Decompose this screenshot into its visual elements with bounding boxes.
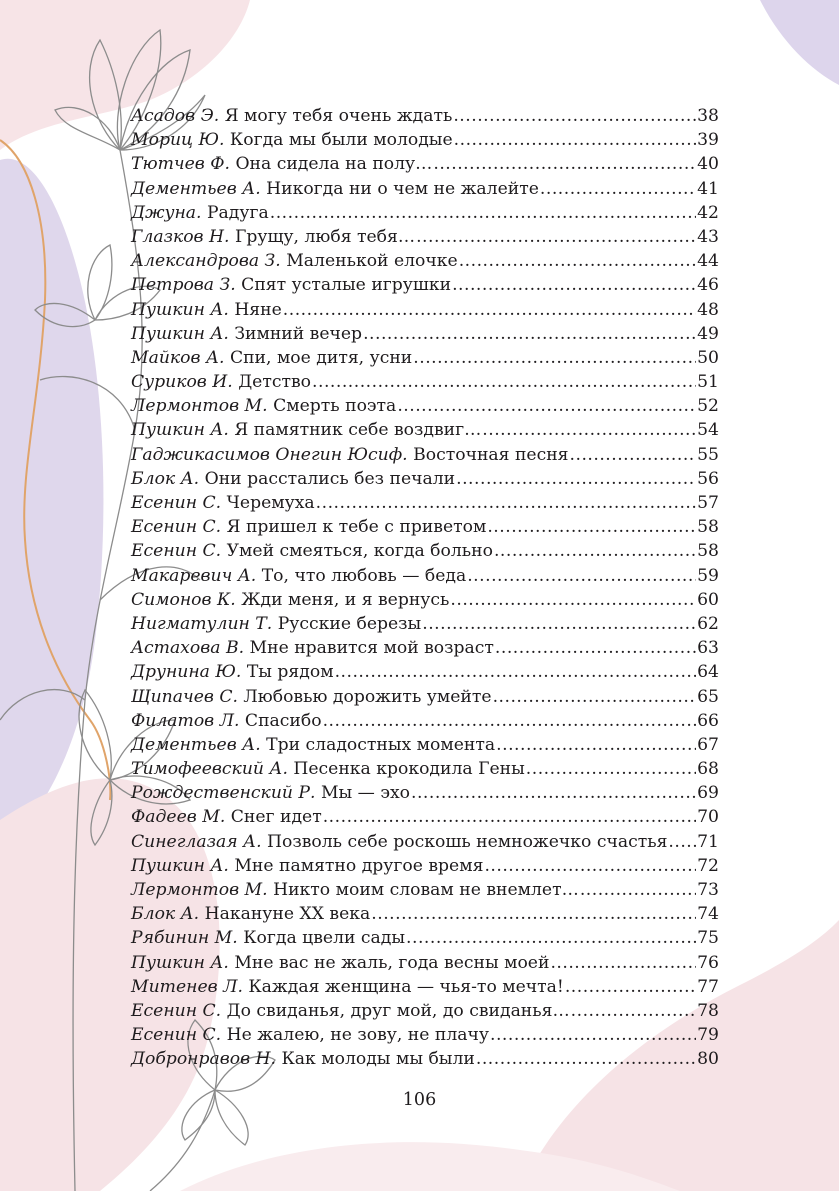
toc-dot-leader bbox=[570, 443, 697, 467]
toc-page-number: 79 bbox=[697, 1025, 719, 1046]
toc-dot-leader bbox=[496, 733, 696, 757]
toc-page-number: 64 bbox=[697, 662, 719, 683]
toc-page-number: 77 bbox=[697, 976, 719, 997]
toc-author: Тютчев Ф. bbox=[131, 154, 230, 175]
toc-page-number: 67 bbox=[697, 734, 719, 755]
toc-entry bbox=[131, 709, 719, 733]
toc-title: Зимний вечер bbox=[234, 323, 363, 344]
toc-page-number: 68 bbox=[697, 759, 719, 780]
toc-entry bbox=[131, 805, 719, 829]
toc-page-number: 43 bbox=[697, 226, 719, 247]
toc-dot-leader bbox=[494, 539, 696, 563]
toc-title: Они расстались без печали bbox=[204, 468, 456, 489]
toc-dot-leader bbox=[453, 104, 696, 128]
toc-page-number: 72 bbox=[697, 855, 719, 876]
toc-page-number: 66 bbox=[697, 710, 719, 731]
toc-title: Снег идет bbox=[230, 807, 322, 828]
toc-author: Гаджикасимов Онегин Юсиф. bbox=[131, 444, 408, 465]
toc-title: Черемуха bbox=[226, 493, 315, 513]
toc-dot-leader bbox=[484, 854, 696, 878]
toc-entry bbox=[131, 322, 719, 346]
toc-entry bbox=[131, 975, 719, 999]
toc-title: Грущу, любя тебя… bbox=[234, 226, 416, 247]
toc-author: Глазков Н. bbox=[131, 226, 230, 247]
toc-dot-leader bbox=[454, 128, 696, 152]
toc-author: Дементьев А. bbox=[131, 178, 261, 199]
toc-author: Джуна. bbox=[131, 202, 202, 223]
toc-title: Не жалею, не зову, не плачу bbox=[226, 1025, 489, 1046]
toc-dot-leader bbox=[411, 781, 696, 805]
toc-title: Любовью дорожить умейте bbox=[243, 686, 492, 707]
toc-page-number: 65 bbox=[697, 686, 719, 707]
toc-author: Астахова В. bbox=[131, 638, 245, 659]
toc-page-number: 80 bbox=[697, 1049, 719, 1070]
toc-dot-leader bbox=[270, 201, 696, 225]
toc-author: Синеглазая А. bbox=[131, 831, 262, 852]
toc-dot-leader bbox=[371, 902, 696, 926]
toc-dot-leader bbox=[413, 346, 696, 370]
toc-author: Александрова З. bbox=[131, 251, 281, 272]
toc-title: Мне нравится мой возраст bbox=[249, 638, 494, 659]
toc-entry bbox=[131, 685, 719, 709]
toc-author: Митенев Л. bbox=[131, 976, 243, 997]
toc-entry bbox=[131, 1047, 719, 1071]
toc-entry bbox=[131, 781, 719, 805]
toc-title: Три сладостных момента bbox=[266, 734, 496, 755]
toc-author: Друнина Ю. bbox=[131, 662, 242, 683]
toc-entry bbox=[131, 612, 719, 636]
toc-title: Позволь себе роскошь немножечко счастья bbox=[267, 831, 668, 852]
toc-page-number: 74 bbox=[697, 904, 719, 925]
toc-entry bbox=[131, 491, 719, 515]
toc-author: Пушкин А. bbox=[131, 855, 229, 876]
toc-entry bbox=[131, 660, 719, 684]
toc-dot-leader bbox=[406, 926, 696, 950]
toc-entry bbox=[131, 152, 719, 176]
toc-entry bbox=[131, 733, 719, 757]
toc-entry bbox=[131, 467, 719, 491]
toc-dot-leader bbox=[456, 467, 696, 491]
toc-title: Каждая женщина — чья-то мечта! bbox=[248, 976, 564, 997]
toc-title: Накануне XX века bbox=[204, 904, 371, 925]
toc-author: Лермонтов М. bbox=[131, 880, 268, 900]
toc-dot-leader bbox=[487, 515, 696, 539]
toc-page-number: 63 bbox=[697, 638, 719, 659]
toc-dot-leader bbox=[540, 177, 696, 201]
toc-entry bbox=[131, 177, 719, 201]
toc-title: Смерть поэта bbox=[273, 396, 397, 417]
toc-page-number: 41 bbox=[697, 178, 719, 199]
toc-author: Рождественский Р. bbox=[131, 783, 316, 804]
toc-title: Мы — эхо bbox=[320, 783, 410, 804]
toc-title: Я могу тебя очень ждать bbox=[224, 106, 453, 126]
page-number: 106 bbox=[402, 1090, 437, 1110]
toc-title: Спасибо bbox=[244, 710, 322, 731]
toc-dot-leader bbox=[397, 394, 696, 418]
toc-entry bbox=[131, 588, 719, 612]
toc-title: Мне вас не жаль, года весны моей bbox=[234, 952, 550, 973]
toc-title: Радуга bbox=[206, 202, 269, 223]
toc-dot-leader bbox=[526, 757, 696, 781]
toc-title: Никогда ни о чем не жалейте bbox=[266, 178, 539, 199]
toc-dot-leader bbox=[335, 660, 697, 684]
toc-page-number: 73 bbox=[697, 880, 719, 900]
toc-dot-leader bbox=[565, 975, 696, 999]
toc-dot-leader bbox=[467, 564, 696, 588]
toc-author: Пушкин А. bbox=[131, 299, 229, 320]
toc-page-number: 58 bbox=[697, 517, 719, 538]
toc-entry bbox=[131, 1023, 719, 1047]
toc-title: Спят усталые игрушки bbox=[241, 275, 452, 296]
toc-entry bbox=[131, 539, 719, 563]
toc-author: Есенин С. bbox=[131, 541, 222, 562]
toc-author: Асадов Э. bbox=[131, 106, 220, 126]
toc-author: Дементьев А. bbox=[131, 734, 261, 755]
toc-dot-leader bbox=[323, 805, 696, 829]
lavender-blob-left bbox=[0, 159, 103, 855]
toc-page-number: 71 bbox=[697, 831, 719, 852]
toc-dot-leader bbox=[316, 491, 696, 515]
toc-page-number: 40 bbox=[697, 154, 719, 175]
toc-dot-leader bbox=[422, 612, 696, 636]
toc-entry bbox=[131, 370, 719, 394]
toc-dot-leader bbox=[416, 225, 696, 249]
toc-entry bbox=[131, 418, 719, 442]
toc-dot-leader bbox=[490, 1023, 696, 1047]
toc-page-number: 38 bbox=[697, 106, 719, 126]
toc-entry bbox=[131, 346, 719, 370]
toc-dot-leader bbox=[452, 273, 696, 297]
toc-title: Русские березы bbox=[277, 613, 422, 634]
toc-title: Няне bbox=[234, 299, 282, 320]
toc-entry bbox=[131, 564, 719, 588]
toc-author: Блок А. bbox=[131, 468, 200, 489]
toc-entry bbox=[131, 830, 719, 854]
toc-author: Есенин С. bbox=[131, 1000, 222, 1021]
table-of-contents bbox=[131, 104, 719, 1072]
toc-title: Как молоды мы были bbox=[281, 1049, 475, 1070]
toc-author: Есенин С. bbox=[131, 1025, 222, 1046]
toc-title: Жди меня, и я вернусь bbox=[241, 589, 450, 610]
toc-dot-leader bbox=[323, 709, 697, 733]
toc-author: Есенин С. bbox=[131, 493, 222, 513]
toc-entry bbox=[131, 225, 719, 249]
toc-entry bbox=[131, 249, 719, 273]
toc-author: Лермонтов М. bbox=[131, 396, 268, 417]
toc-title: Никто моим словам не внемлет… bbox=[273, 880, 579, 900]
toc-title: Маленькой елочке bbox=[286, 251, 458, 272]
toc-page-number: 51 bbox=[697, 372, 719, 393]
toc-page-number: 39 bbox=[697, 130, 719, 151]
toc-author: Нигматулин Т. bbox=[131, 613, 273, 634]
toc-dot-leader bbox=[482, 418, 696, 442]
toc-dot-leader bbox=[433, 152, 696, 176]
toc-page-number: 55 bbox=[697, 444, 719, 465]
toc-entry bbox=[131, 394, 719, 418]
toc-title: Когда цвели сады bbox=[243, 928, 406, 949]
toc-title: Я памятник себе воздвиг… bbox=[234, 420, 482, 441]
toc-author: Рябинин М. bbox=[131, 928, 238, 949]
toc-entry bbox=[131, 443, 719, 467]
toc-dot-leader bbox=[550, 951, 696, 975]
toc-entry bbox=[131, 515, 719, 539]
toc-entry bbox=[131, 951, 719, 975]
toc-page-number: 75 bbox=[697, 928, 719, 949]
toc-author: Щипачев С. bbox=[131, 686, 238, 707]
toc-page-number: 56 bbox=[697, 468, 719, 489]
toc-dot-leader bbox=[459, 249, 696, 273]
toc-author: Есенин С. bbox=[131, 517, 222, 538]
toc-entry bbox=[131, 902, 719, 926]
toc-title: Спи, мое дитя, усни bbox=[229, 347, 413, 368]
toc-page-number: 54 bbox=[697, 420, 719, 441]
toc-dot-leader bbox=[668, 830, 696, 854]
toc-entry bbox=[131, 854, 719, 878]
toc-title: То, что любовь — беда bbox=[261, 565, 467, 586]
toc-entry bbox=[131, 999, 719, 1023]
toc-entry bbox=[131, 128, 719, 152]
toc-page-number: 52 bbox=[697, 396, 719, 417]
toc-dot-leader bbox=[283, 298, 696, 322]
toc-page-number: 44 bbox=[697, 251, 719, 272]
toc-entry bbox=[131, 926, 719, 950]
toc-page-number: 42 bbox=[697, 202, 719, 223]
lavender-blob-top-right bbox=[760, 0, 839, 85]
toc-author: Добронравов Н. bbox=[131, 1049, 277, 1070]
toc-author: Суриков И. bbox=[131, 372, 233, 393]
toc-dot-leader bbox=[571, 999, 696, 1023]
toc-page-number: 58 bbox=[697, 541, 719, 562]
toc-title: Детство bbox=[238, 372, 312, 393]
toc-title: Песенка крокодила Гены bbox=[293, 759, 525, 780]
toc-entry bbox=[131, 201, 719, 225]
toc-dot-leader bbox=[495, 636, 696, 660]
toc-page-number: 70 bbox=[697, 807, 719, 828]
toc-page-number: 78 bbox=[697, 1000, 719, 1021]
toc-author: Блок А. bbox=[131, 904, 200, 925]
toc-author: Пушкин А. bbox=[131, 420, 229, 441]
toc-entry bbox=[131, 878, 719, 902]
toc-page-number: 50 bbox=[697, 347, 719, 368]
toc-page-number: 62 bbox=[697, 613, 719, 634]
toc-title: Она сидела на полу… bbox=[235, 154, 433, 175]
toc-entry bbox=[131, 104, 719, 128]
toc-author: Тимофеевский А. bbox=[131, 759, 288, 780]
toc-page-number: 57 bbox=[697, 493, 719, 513]
toc-title: Я пришел к тебе с приветом bbox=[226, 517, 487, 538]
toc-page-number: 60 bbox=[697, 589, 719, 610]
toc-dot-leader bbox=[450, 588, 696, 612]
toc-title: Ты рядом bbox=[246, 662, 334, 683]
toc-title: Восточная песня bbox=[413, 444, 569, 465]
toc-title: Когда мы были молодые bbox=[229, 130, 453, 151]
toc-author: Фадеев М. bbox=[131, 807, 226, 828]
toc-page-number: 46 bbox=[697, 275, 719, 296]
toc-entry bbox=[131, 273, 719, 297]
toc-page-number: 59 bbox=[697, 565, 719, 586]
toc-dot-leader bbox=[312, 370, 696, 394]
toc-page-number: 76 bbox=[697, 952, 719, 973]
toc-author: Симонов К. bbox=[131, 589, 236, 610]
toc-page-number: 69 bbox=[697, 783, 719, 804]
toc-page-number: 48 bbox=[697, 299, 719, 320]
toc-author: Мориц Ю. bbox=[131, 130, 225, 151]
toc-author: Макаревич А. bbox=[131, 565, 257, 586]
toc-entry bbox=[131, 757, 719, 781]
toc-title: Умей смеяться, когда больно bbox=[226, 541, 493, 562]
toc-author: Пушкин А. bbox=[131, 323, 229, 344]
toc-entry bbox=[131, 298, 719, 322]
toc-author: Пушкин А. bbox=[131, 952, 229, 973]
toc-dot-leader bbox=[363, 322, 696, 346]
toc-title: До свиданья, друг мой, до свиданья… bbox=[226, 1000, 570, 1021]
toc-author: Филатов Л. bbox=[131, 710, 240, 731]
toc-dot-leader bbox=[580, 878, 696, 902]
toc-dot-leader bbox=[476, 1047, 696, 1071]
toc-title: Мне памятно другое время bbox=[234, 855, 484, 876]
toc-entry bbox=[131, 636, 719, 660]
toc-page-number: 49 bbox=[697, 323, 719, 344]
toc-author: Петрова З. bbox=[131, 275, 236, 296]
toc-author: Майков А. bbox=[131, 347, 225, 368]
toc-dot-leader bbox=[493, 685, 697, 709]
